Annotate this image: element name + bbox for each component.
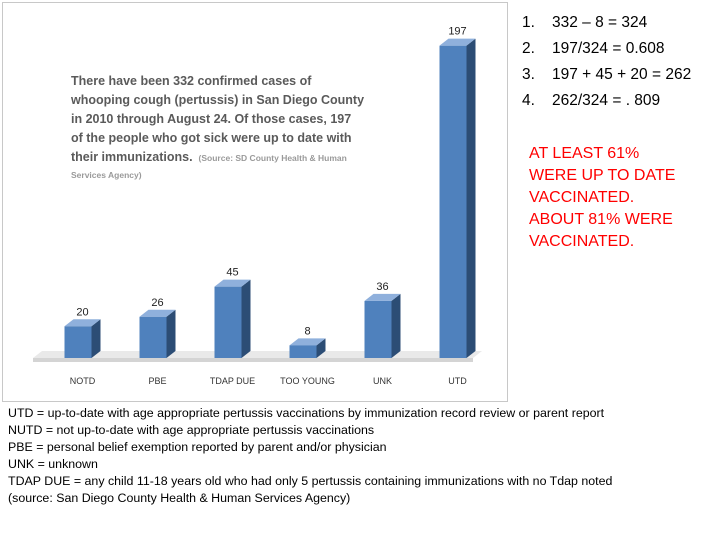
- calculation-text: 197/324 = 0.608: [552, 40, 665, 57]
- category-label: PBE: [148, 376, 167, 386]
- footnotes: [8, 405, 612, 507]
- annotation-line: of the people who got sick were up to date with: [71, 131, 352, 145]
- calculation-number: 2.: [522, 40, 535, 57]
- chart-annotation: [70, 74, 364, 180]
- calculation-text: 332 – 8 = 324: [552, 14, 648, 31]
- bar-chart-panel: [2, 2, 508, 402]
- bar-front: [215, 287, 242, 358]
- footnote-line: TDAP DUE = any child 11-18 years old who had only 5 pertussis containing immunizations with no Tdap noted: [8, 474, 613, 488]
- category-label: UTD: [448, 376, 467, 386]
- footnote-line: UTD = up-to-date with age appropriate pertussis vaccinations by immunization record review or parent report: [8, 406, 605, 420]
- annotation-line: their immunizations. (Source: SD County Health & Human: [71, 150, 347, 164]
- calculation-text: 262/324 = . 809: [552, 92, 661, 109]
- footnote-line: NUTD = not up-to-date with age appropriate pertussis vaccinations: [8, 423, 375, 437]
- category-label: NOTD: [69, 376, 96, 386]
- calculation-number: 3.: [522, 66, 535, 83]
- calculation-item: [522, 62, 691, 88]
- bar-side: [167, 310, 176, 358]
- conclusion-line: ABOUT 81% WERE: [529, 211, 673, 228]
- conclusion-line: VACCINATED.: [529, 233, 635, 250]
- category-label: UNK: [372, 376, 393, 386]
- conclusion-line: WERE UP TO DATE: [529, 167, 676, 184]
- chart-floor-plane: [33, 351, 482, 358]
- bar-chart: [3, 3, 509, 403]
- conclusion-line: VACCINATED.: [529, 189, 635, 206]
- category-label: TOO YOUNG: [280, 376, 335, 386]
- chart-floor: [33, 351, 482, 362]
- calculation-text: 197 + 45 + 20 = 262: [552, 66, 692, 83]
- bar-value-label: 8: [304, 325, 311, 338]
- bar-value-label: 36: [376, 280, 389, 293]
- footnote-line: (source: San Diego County Health & Human Services Agency): [8, 491, 351, 505]
- calculation-number: 4.: [522, 92, 535, 109]
- calculation-item: [522, 36, 691, 62]
- bar-front: [290, 345, 317, 358]
- calculation-list: [522, 10, 691, 114]
- bar-value-label: 45: [226, 266, 239, 279]
- conclusion-line: AT LEAST 61%: [529, 145, 640, 162]
- bar-value-label: 26: [151, 296, 164, 309]
- calculation-number: 1.: [522, 14, 535, 31]
- calculation-item: [522, 10, 691, 36]
- bar-front: [365, 301, 392, 358]
- bar-notd: [65, 319, 101, 358]
- annotation-line: whooping cough (pertussis) in San Diego County: [71, 93, 365, 107]
- category-label: TDAP DUE: [209, 376, 256, 386]
- bar-front: [140, 317, 167, 358]
- chart-floor-edge: [33, 358, 473, 362]
- conclusion-text: [529, 143, 719, 253]
- bar-side: [392, 294, 401, 358]
- footnote-line: UNK = unknown: [8, 457, 98, 471]
- bar-side: [242, 280, 251, 358]
- annotation-line: There have been 332 confirmed cases of: [71, 74, 312, 88]
- calculation-item: [522, 88, 691, 114]
- bar-value-label: 20: [76, 306, 89, 319]
- bar-pbe: [140, 310, 176, 358]
- annotation-source: (Source: SD County Health & Human: [198, 153, 347, 163]
- bar-front: [440, 46, 467, 358]
- bar-side: [467, 39, 476, 358]
- bar-tdap-due: [215, 280, 251, 358]
- footnote-line: PBE = personal belief exemption reported by parent and/or physician: [8, 440, 387, 454]
- bar-utd: [440, 39, 476, 358]
- bar-too-young: [290, 338, 326, 358]
- bar-value-label: 197: [448, 25, 467, 38]
- bar-front: [65, 326, 92, 358]
- bar-unk: [365, 294, 401, 358]
- annotation-line: in 2010 through August 24. Of those cases, 197: [71, 112, 352, 126]
- annotation-source-continued: Services Agency): [71, 170, 142, 180]
